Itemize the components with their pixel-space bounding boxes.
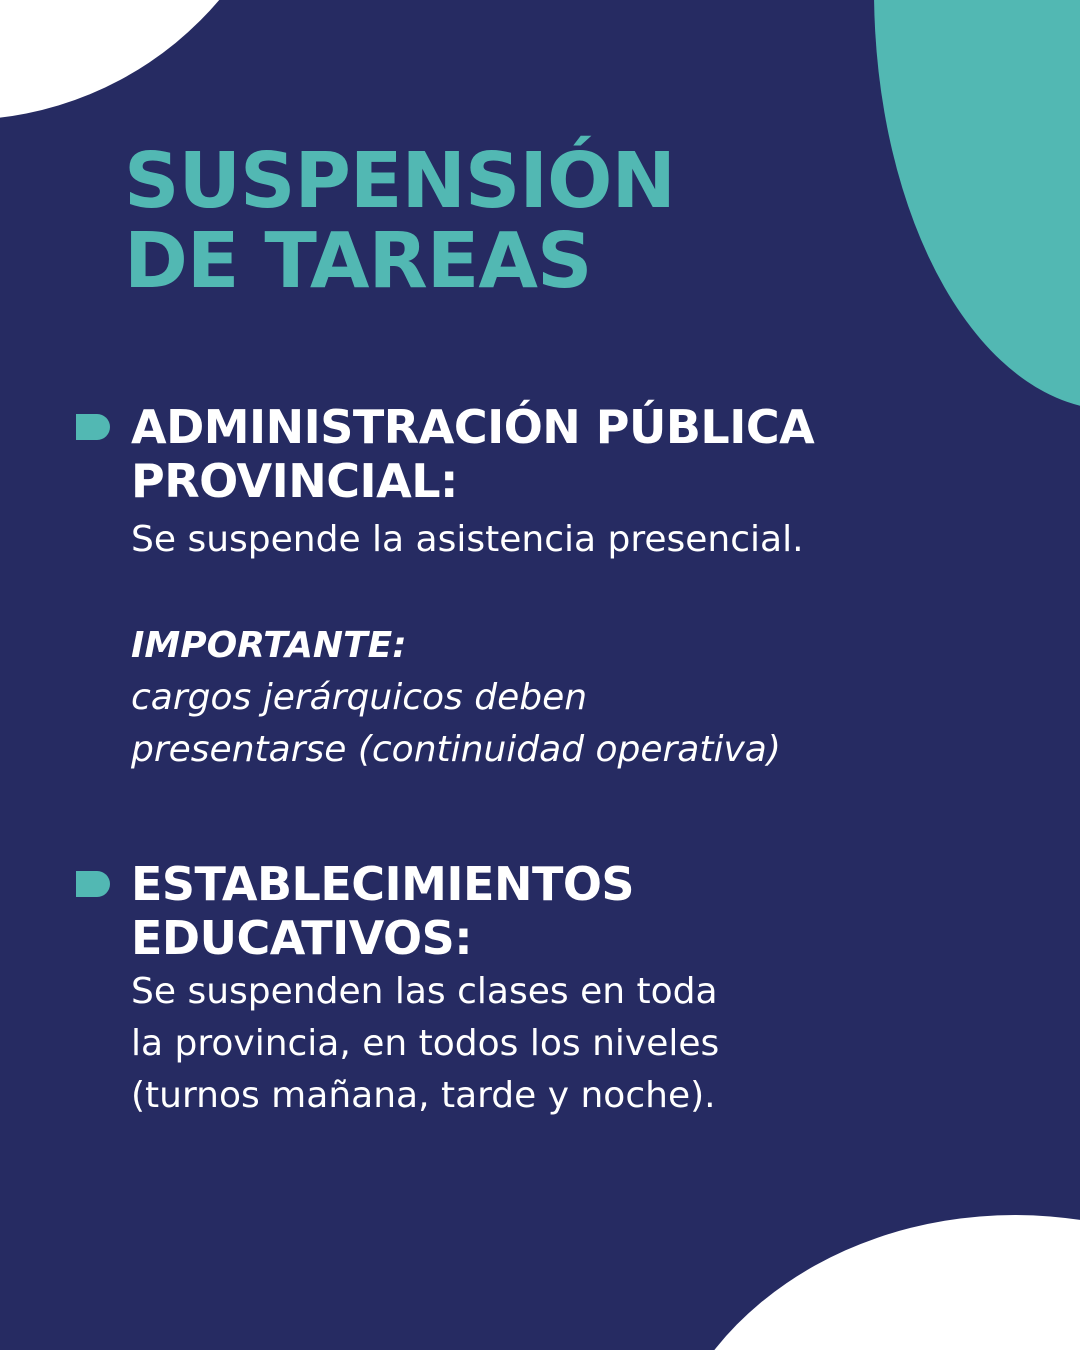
section-text-line: Se suspenden las clases en toda xyxy=(131,971,718,1012)
bullet-icon xyxy=(76,414,110,440)
section-text-line: la provincia, en todos los niveles xyxy=(131,1023,720,1064)
section-text-establecimientos xyxy=(131,966,719,1122)
section-text-line: Se suspende la asistencia presencial. xyxy=(131,519,804,560)
important-note xyxy=(131,672,781,776)
section-heading-line: ESTABLECIMIENTOS xyxy=(131,857,635,911)
decorative-white-shape-top-left xyxy=(0,0,300,120)
section-heading-line: ADMINISTRACIÓN PÚBLICA xyxy=(131,400,815,454)
bullet-icon xyxy=(76,871,110,897)
page-title xyxy=(124,137,675,306)
section-text-administracion xyxy=(131,514,804,566)
important-note-line: cargos jerárquicos deben xyxy=(131,677,588,718)
section-heading-line: EDUCATIVOS: xyxy=(131,911,473,965)
section-heading-line: PROVINCIAL: xyxy=(131,454,458,508)
decorative-teal-shape-top-right xyxy=(874,0,1080,410)
title-line-2: DE TAREAS xyxy=(124,217,592,306)
important-note-line: presentarse (continuidad operativa) xyxy=(131,729,781,770)
section-text-line: (turnos mañana, tarde y noche). xyxy=(131,1075,716,1116)
title-line-1: SUSPENSIÓN xyxy=(124,137,675,226)
section-heading-administracion xyxy=(131,400,814,508)
decorative-white-shape-bottom-right xyxy=(655,1215,1080,1350)
section-heading-establecimientos xyxy=(131,857,634,965)
important-label: IMPORTANTE: xyxy=(131,625,407,666)
